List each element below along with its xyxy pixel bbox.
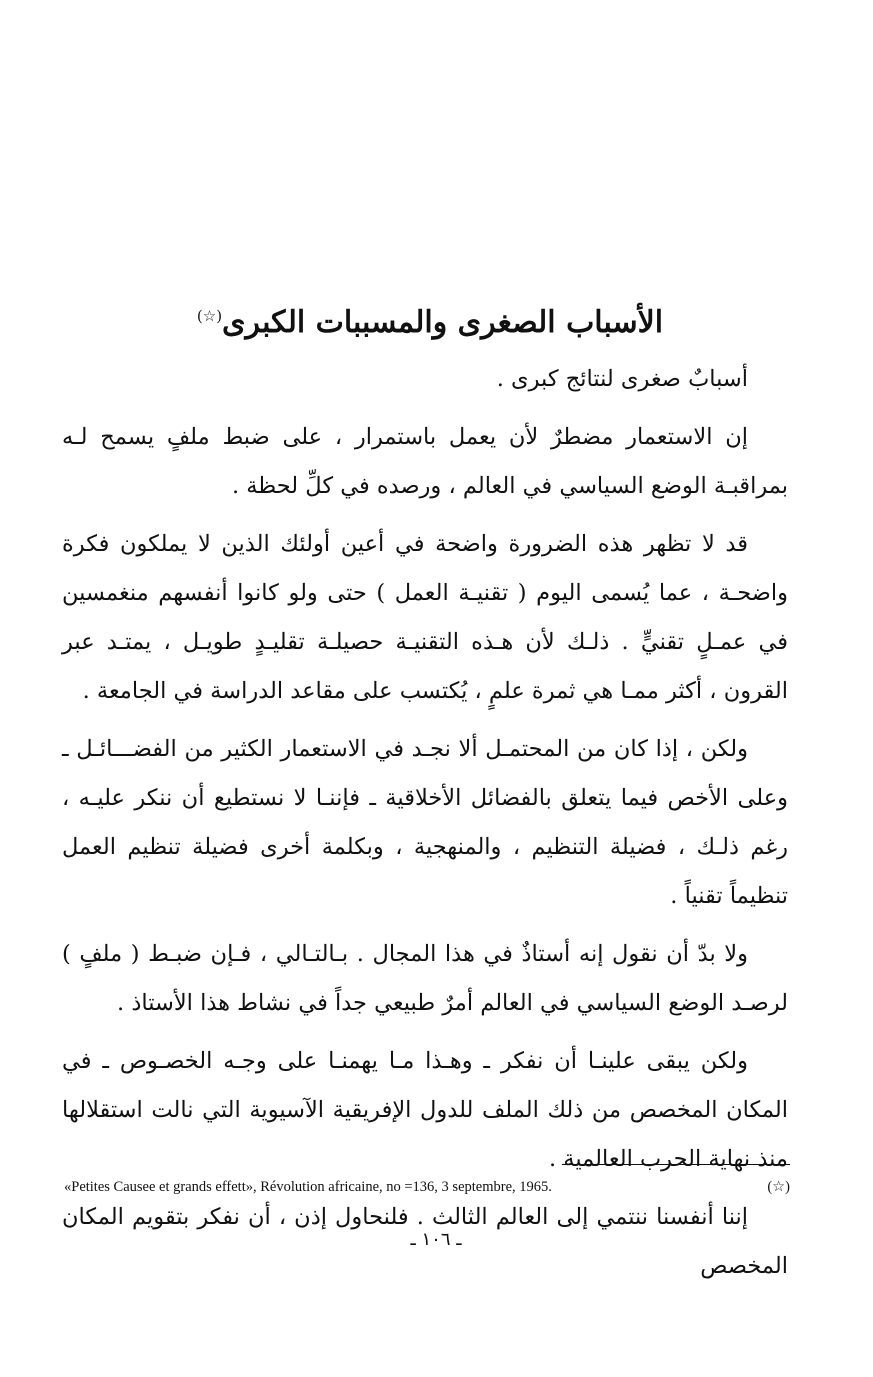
footnote: [64, 1175, 790, 1199]
paragraph-2: إن الاستعمار مضطرٌ لأن يعمل باستمرار ، على ضبط ملفٍ يسمح لـه بمراقبـة الوضع السياسي في العالم ، ورصده في كلِّ لحظة .: [62, 424, 788, 499]
paragraph-5: ولا بدّ أن نقول إنه أستاذٌ في هذا المجال . بـالتـالي ، فـإن ضبـط ( ملفٍ ) لرصـد الوضع السياسي في العالم أمرٌ طبيعي جداً في نشاط هذا الأستاذ .: [62, 941, 788, 1016]
title-footnote-marker: (☆): [196, 307, 223, 326]
paragraph-7: إننا أنفسنا ننتمي إلى العالم الثالث . فلنحاول إذن ، أن نفكر بتقويم المكان المخصص: [62, 1204, 788, 1279]
chapter-title-text: الأسباب الصغرى والمسببات الكبرى: [222, 305, 664, 341]
footnote-marker: (☆): [767, 1179, 790, 1195]
paragraph-3: قد لا تظهر هذه الضرورة واضحة في أعين أولئك الذين لا يملكون فكرة واضحـة ، عما يُسمى اليوم ( تقنيـة العمل ) حتى ولو كانوا أنفسهم منغمسين في عمـلٍ تقنيٍّ . ذلـك لأن هـذه التقنيـة حصيلـة تقليـدٍ طويـل ، يمتـد عبر القرون ، أكثر ممـا هي ثمرة علمٍ ، يُكتسب على مقاعد الدراسة في الجامعة .: [62, 531, 788, 704]
footnote-text: «Petites Causee et grands effett», Révolution africaine, no =136, 3 septembre, 1965.: [64, 1179, 552, 1195]
chapter-title: [150, 288, 710, 351]
paragraph-4: ولكن ، إذا كان من المحتمـل ألا نجـد في الاستعمار الكثير من الفضـــائـل ـ وعلى الأخص فيما يتعلق بالفضائل الأخلاقية ـ فإننـا لا نستطيع أن ننكر عليـه ، رغم ذلـك ، فضيلة التنظيم ، والمنهجية ، وبكلمة أخرى فضيلة تنظيم العمل تنظيماً تقنياً .: [62, 736, 788, 909]
body-text: [62, 355, 788, 1300]
footnote-divider: [562, 1164, 790, 1165]
page-number: ـ ١٠٦ ـ: [410, 1229, 462, 1250]
paragraph-6: ولكن يبقى علينـا أن نفكر ـ وهـذا مـا يهمنـا على وجـه الخصـوص ـ في المكان المخصص من ذلك الملف للدول الإفريقية الآسيوية التي نالت استقلالها منذ نهاية الحرب العالمية .: [62, 1048, 788, 1172]
paragraph-1: أسبابٌ صغرى لنتائج كبرى .: [496, 366, 748, 392]
